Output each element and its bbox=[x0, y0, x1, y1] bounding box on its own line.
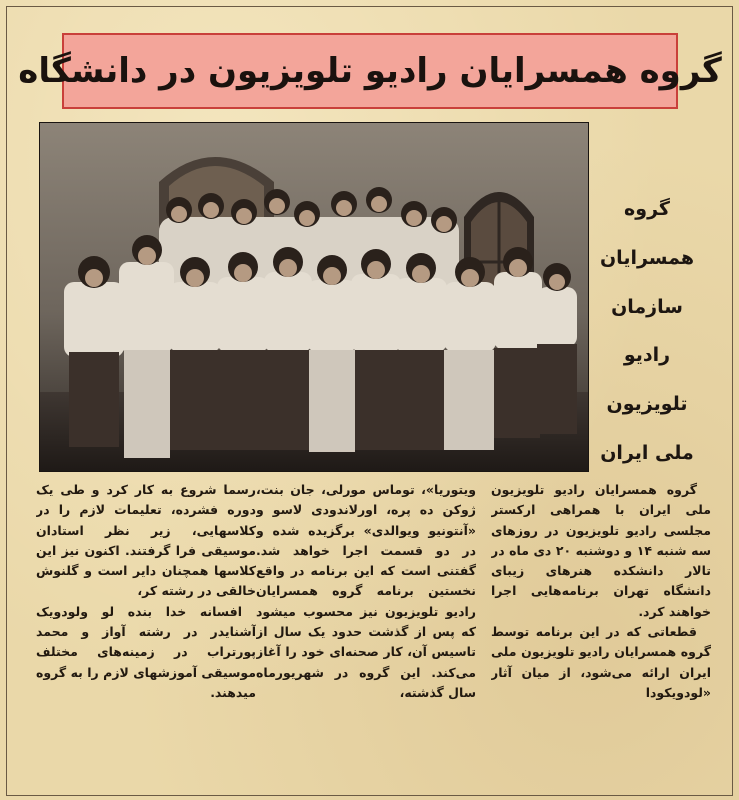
headline: گروه همسرایان رادیو تلویزیون در دانشگاه bbox=[18, 51, 722, 91]
caption-line: همسرایان bbox=[599, 246, 695, 269]
paragraph: قطعاتی که در این برنامه توسط گروه همسرایان رادیو تلویزیون ملی ایران ارائه می‌شود، از میان آثار «لودویکودا bbox=[491, 624, 711, 700]
article-column-right bbox=[491, 480, 711, 780]
article-column-left bbox=[36, 480, 256, 780]
caption-line: سازمان bbox=[611, 295, 683, 318]
photo-caption bbox=[594, 198, 700, 464]
paragraph: گروه همسرایان رادیو تلویزیون ملی ایران با همراهی ارکستر مجلسی رادیو تلویزیون در روزهای سه شنبه ۱۴ و دوشنبه ۲۰ دی ماه در تالار دانشکده هنرهای زیبای دانشگاه تهران برنامه‌هایی اجرا خواهند کرد. bbox=[491, 482, 711, 619]
paragraph: رسما شروع به کار کرد و طی یک دوره فشرده، تعلیمات لازم را در کلاسهایی، زیر نظر استادان موسیقی فرا گرفتند. اکنون نیز این کلاسها همچنان دایر است و گلنوش خالقی در رشته کر، bbox=[36, 482, 256, 599]
choir-photo bbox=[39, 122, 589, 472]
article-column-middle bbox=[256, 480, 476, 780]
headline-box bbox=[18, 33, 722, 109]
caption-line: گروه bbox=[624, 198, 670, 220]
paragraph: افسانه خدا بنده لو ولودویک آشنایدر در رشته آواز و محمد پورتراب در زمینه‌های مختلف موسیقی آموزشهای لازم را به گروه میدهند. bbox=[36, 603, 256, 700]
paragraph: ویتوریا»، توماس مورلی، جان بنت، ژوکن ده پره، اورلاندودی لاسو و «آنتونیو ویوالدی» برگزیده شده و در دو قسمت اجرا خواهد شد. گفتنی است که این برنامه در واقع نخستین برنامه گروه همسرایان رادیو تلویزیون نیز محسوب میشود که پس از گذشت حدود یک سال از تاسیس آن، کار صحنه‌ای خود را آغاز می‌کند. این گروه در شهریورماه سال گذشته، bbox=[256, 482, 476, 700]
caption-line: ملی ایران bbox=[600, 441, 694, 464]
caption-line: رادیو bbox=[623, 344, 671, 367]
caption-line: تلویزیون bbox=[606, 393, 688, 416]
